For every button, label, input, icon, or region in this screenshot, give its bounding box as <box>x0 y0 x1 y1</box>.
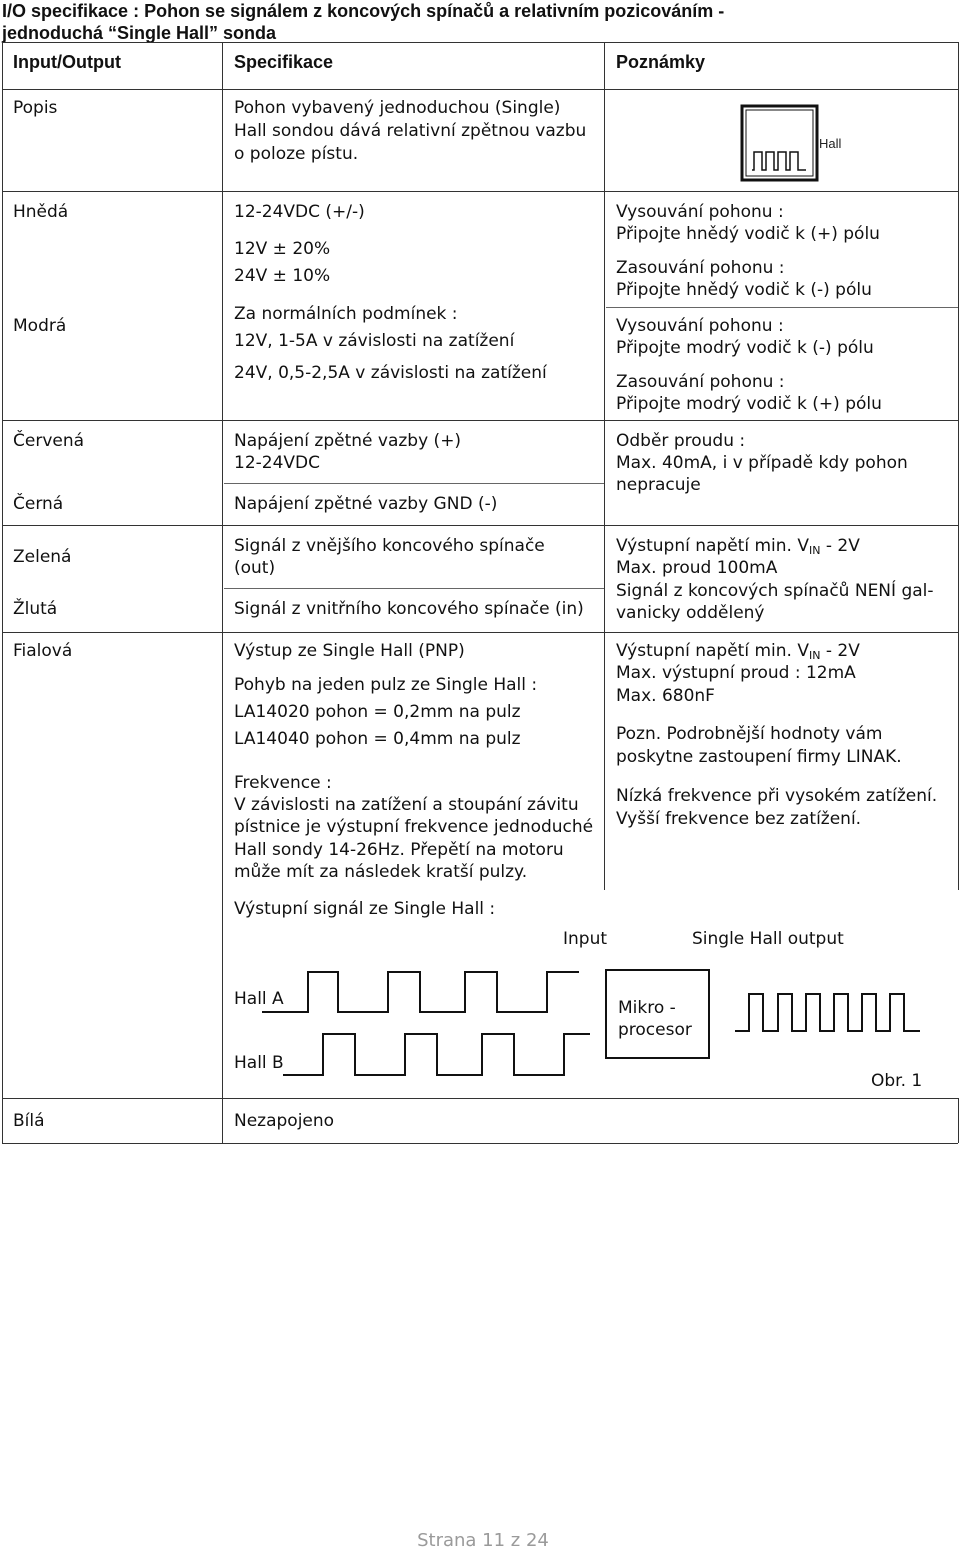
popis-spec-line: Hall sondou dává relativní zpětnou vazbu <box>234 121 587 141</box>
hall-b-label: Hall B <box>234 1053 284 1073</box>
feedback-spec-line: Napájení zpětné vazby (+) <box>234 431 462 451</box>
hall-a-waveform <box>262 972 579 1012</box>
header-notes: Poznámky <box>616 52 706 72</box>
output-waveform <box>735 994 920 1031</box>
header-specification: Specifikace <box>234 52 334 72</box>
hall-voltage-note: Výstupní napětí min. $V_{IN} - 2V$ <box>616 641 860 662</box>
power-note-line: Připojte hnědý vodič k (+) pólu <box>616 224 880 244</box>
hall-note-line: Pozn. Podrobnější hodnoty vám <box>616 724 883 744</box>
hall-spec-line: Výstup ze Single Hall (PNP) <box>234 641 465 661</box>
processor-label-line: Mikro - <box>618 998 676 1018</box>
row-label-black: Černá <box>13 494 64 514</box>
power-spec-line: 12V, 1-5A v závislosti na zatížení <box>234 331 515 351</box>
diagram-heading: Výstupní signál ze Single Hall : <box>234 899 496 919</box>
power-note-line: Vysouvání pohonu : <box>616 202 784 222</box>
power-spec-line: 12-24VDC (+/-) <box>234 202 365 222</box>
hall-spec-line: Pohyb na jeden pulz ze Single Hall : <box>234 675 538 695</box>
endstop-voltage-note: Výstupní napětí min. $V_{IN} - 2V$ <box>616 536 860 557</box>
hall-b-waveform <box>283 1034 590 1075</box>
endstop-spec-in: Signál z vnitřního koncového spínače (in) <box>234 599 584 619</box>
row-label-yellow: Žlutá <box>13 599 58 619</box>
hall-spec-line: Hall sondy 14-26Hz. Přepětí na motoru <box>234 840 564 860</box>
page-footer: Strana 11 z 24 <box>417 1530 549 1551</box>
endstop-spec-line: (out) <box>234 558 276 578</box>
feedback-note-line: Odběr proudu : <box>616 431 746 451</box>
hall-spec-line: Frekvence : <box>234 773 332 793</box>
hall-note-line: Vyšší frekvence bez zatížení. <box>616 809 862 829</box>
feedback-note-line: Max. 40mA, i v případě kdy pohon <box>616 453 908 473</box>
figure-label: Obr. 1 <box>871 1071 923 1091</box>
row-label-brown: Hnědá <box>13 202 69 222</box>
hall-note-line: Nízká frekvence při vysokém zatížení. <box>616 786 938 806</box>
power-spec-line: 24V ± 10% <box>234 266 331 286</box>
power-note-line: Vysouvání pohonu : <box>616 316 784 336</box>
white-spec: Nezapojeno <box>234 1111 335 1131</box>
table-border-right <box>958 1098 959 1143</box>
feedback-spec-line: 12-24VDC <box>234 453 320 473</box>
popis-spec-line: Pohon vybavený jednoduchou (Single) <box>234 98 561 118</box>
hall-spec-line: LA14020 pohon = 0,2mm na pulz <box>234 702 521 722</box>
hall-spec-line: V závislosti na zatížení a stoupání závitu <box>234 795 579 815</box>
header-input-output: Input/Output <box>13 52 121 72</box>
row-label-green: Zelená <box>13 547 72 567</box>
diagram-output-label: Single Hall output <box>692 929 844 949</box>
power-note-line: Připojte hnědý vodič k (-) pólu <box>616 280 872 300</box>
power-spec-line: 12V ± 20% <box>234 239 331 259</box>
power-spec-line: Za normálních podmínek : <box>234 304 458 324</box>
hall-note-line: Max. výstupní proud : 12mA <box>616 663 856 683</box>
hall-spec-line: LA14040 pohon = 0,4mm na pulz <box>234 729 521 749</box>
endstop-note-line: Max. proud 100mA <box>616 558 778 578</box>
page-title-line-2: jednoduchá “Single Hall” sonda <box>2 23 277 43</box>
row-label-red: Červená <box>13 431 85 451</box>
feedback-spec-gnd: Napájení zpětné vazby GND (-) <box>234 494 498 514</box>
row-label-violet: Fialová <box>13 641 73 661</box>
row-label-white: Bílá <box>13 1111 45 1131</box>
power-spec-line: 24V, 0,5-2,5A v závislosti na zatížení <box>234 363 547 383</box>
hall-note-line: Max. 680nF <box>616 686 715 706</box>
power-note-line: Připojte modrý vodič k (-) pólu <box>616 338 874 358</box>
hall-spec-line: pístnice je výstupní frekvence jednoduché <box>234 817 594 837</box>
table-border-bottom <box>2 1143 958 1144</box>
power-note-line: Zasouvání pohonu : <box>616 372 785 392</box>
page-title-line-1: I/O specifikace : Pohon se signálem z koncových spínačů a relativním pozicováním - <box>2 1 725 21</box>
power-note-line: Zasouvání pohonu : <box>616 258 785 278</box>
feedback-note-line: nepracuje <box>616 475 701 495</box>
hall-note-line: poskytne zastoupení firmy LINAK. <box>616 747 902 767</box>
hall-a-label: Hall A <box>234 989 284 1009</box>
endstop-note-line: vanicky oddělený <box>616 603 765 623</box>
endstop-note-line: Signál z koncových spínačů NENÍ gal- <box>616 581 934 601</box>
processor-label-line: procesor <box>618 1020 692 1040</box>
row-label-blue: Modrá <box>13 316 67 336</box>
popis-spec-line: o poloze pístu. <box>234 144 359 164</box>
power-note-line: Připojte modrý vodič k (+) pólu <box>616 394 882 414</box>
diagram-input-label: Input <box>563 929 608 949</box>
hall-spec-line: může mít za následek kratší pulzy. <box>234 862 528 882</box>
hall-icon-label: Hall <box>819 136 842 151</box>
row-label-popis: Popis <box>13 98 58 118</box>
endstop-spec-line: Signál z vnějšího koncového spínače <box>234 536 545 556</box>
